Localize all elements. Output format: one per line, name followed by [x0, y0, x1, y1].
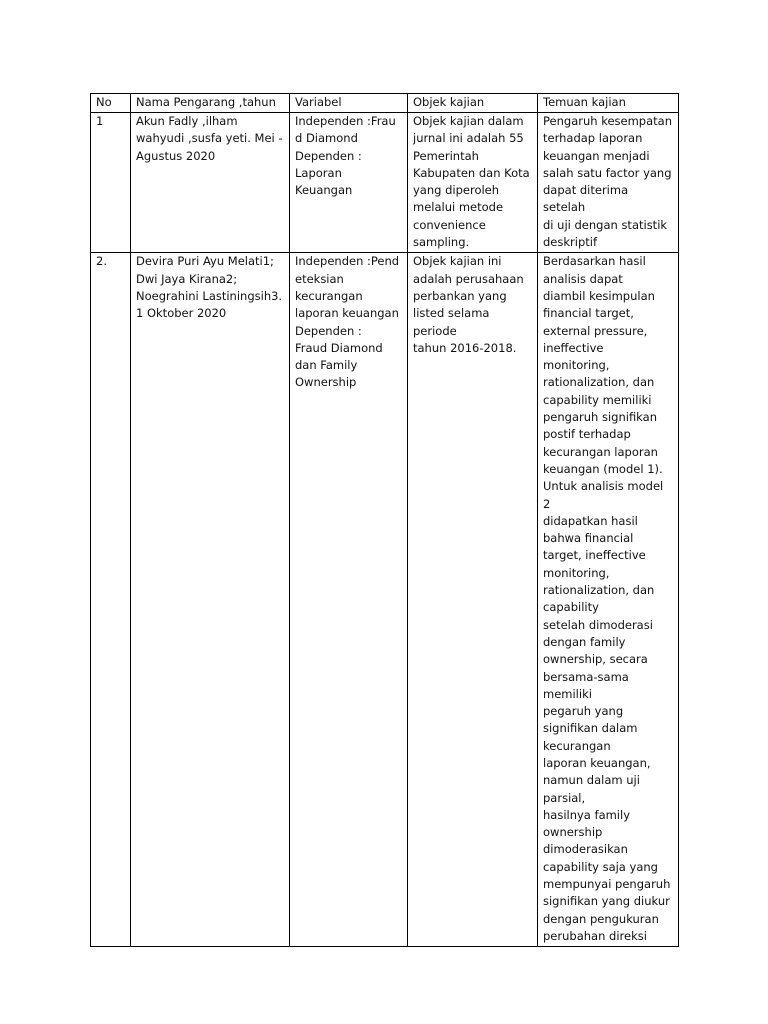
- cell-no: 2.: [91, 253, 131, 947]
- cell-finding: Pengaruh kesempatan terhadap laporan keuangan menjadi salah satu factor yang dapat diterima setelah di uji dengan statistik deskriptif: [538, 113, 679, 253]
- table-header-row: [91, 94, 679, 113]
- cell-variable: Independen :Frau d Diamond Dependen : Laporan Keuangan: [290, 113, 408, 253]
- cell-author: Akun Fadly ,ilham wahyudi ,susfa yeti. Mei - Agustus 2020: [131, 113, 290, 253]
- cell-object: Objek kajian dalam jurnal ini adalah 55 Pemerintah Kabupaten dan Kota yang diperoleh melalui metode convenience sampling.: [408, 113, 538, 253]
- cell-finding: Berdasarkan hasil analisis dapat diambil kesimpulan financial target, external pressure, ineffective monitoring, rationalization, dan capability memiliki pengaruh signifikan postif terhadap kecurangan laporan keuangan (model 1). Untuk analisis model 2 didapatkan hasil bahwa financial target, ineffective monitoring, rationalization, dan capability setelah dimoderasi dengan family ownership, secara bersama-sama memiliki pegaruh yang signifikan dalam kecurangan laporan keuangan, namun dalam uji parsial, hasilnya family ownership dimoderasikan capability saja yang mempunyai pengaruh signifikan yang diukur dengan pengukuran perubahan direksi: [538, 253, 679, 947]
- literature-review-table: [90, 93, 679, 947]
- table-row: [91, 113, 679, 253]
- header-study-object: Objek kajian: [408, 94, 538, 113]
- header-author-year: Nama Pengarang ,tahun: [131, 94, 290, 113]
- cell-no: 1: [91, 113, 131, 253]
- header-findings: Temuan kajian: [538, 94, 679, 113]
- header-variable: Variabel: [290, 94, 408, 113]
- header-no: No: [91, 94, 131, 113]
- table-row: [91, 253, 679, 947]
- cell-author: Devira Puri Ayu Melati1; Dwi Jaya Kirana2; Noegrahini Lastiningsih3. 1 Oktober 2020: [131, 253, 290, 947]
- cell-object: Objek kajian ini adalah perusahaan perbankan yang listed selama periode tahun 2016-2018.: [408, 253, 538, 947]
- cell-variable: Independen :Pend eteksian kecurangan laporan keuangan Dependen : Fraud Diamond dan Family Ownership: [290, 253, 408, 947]
